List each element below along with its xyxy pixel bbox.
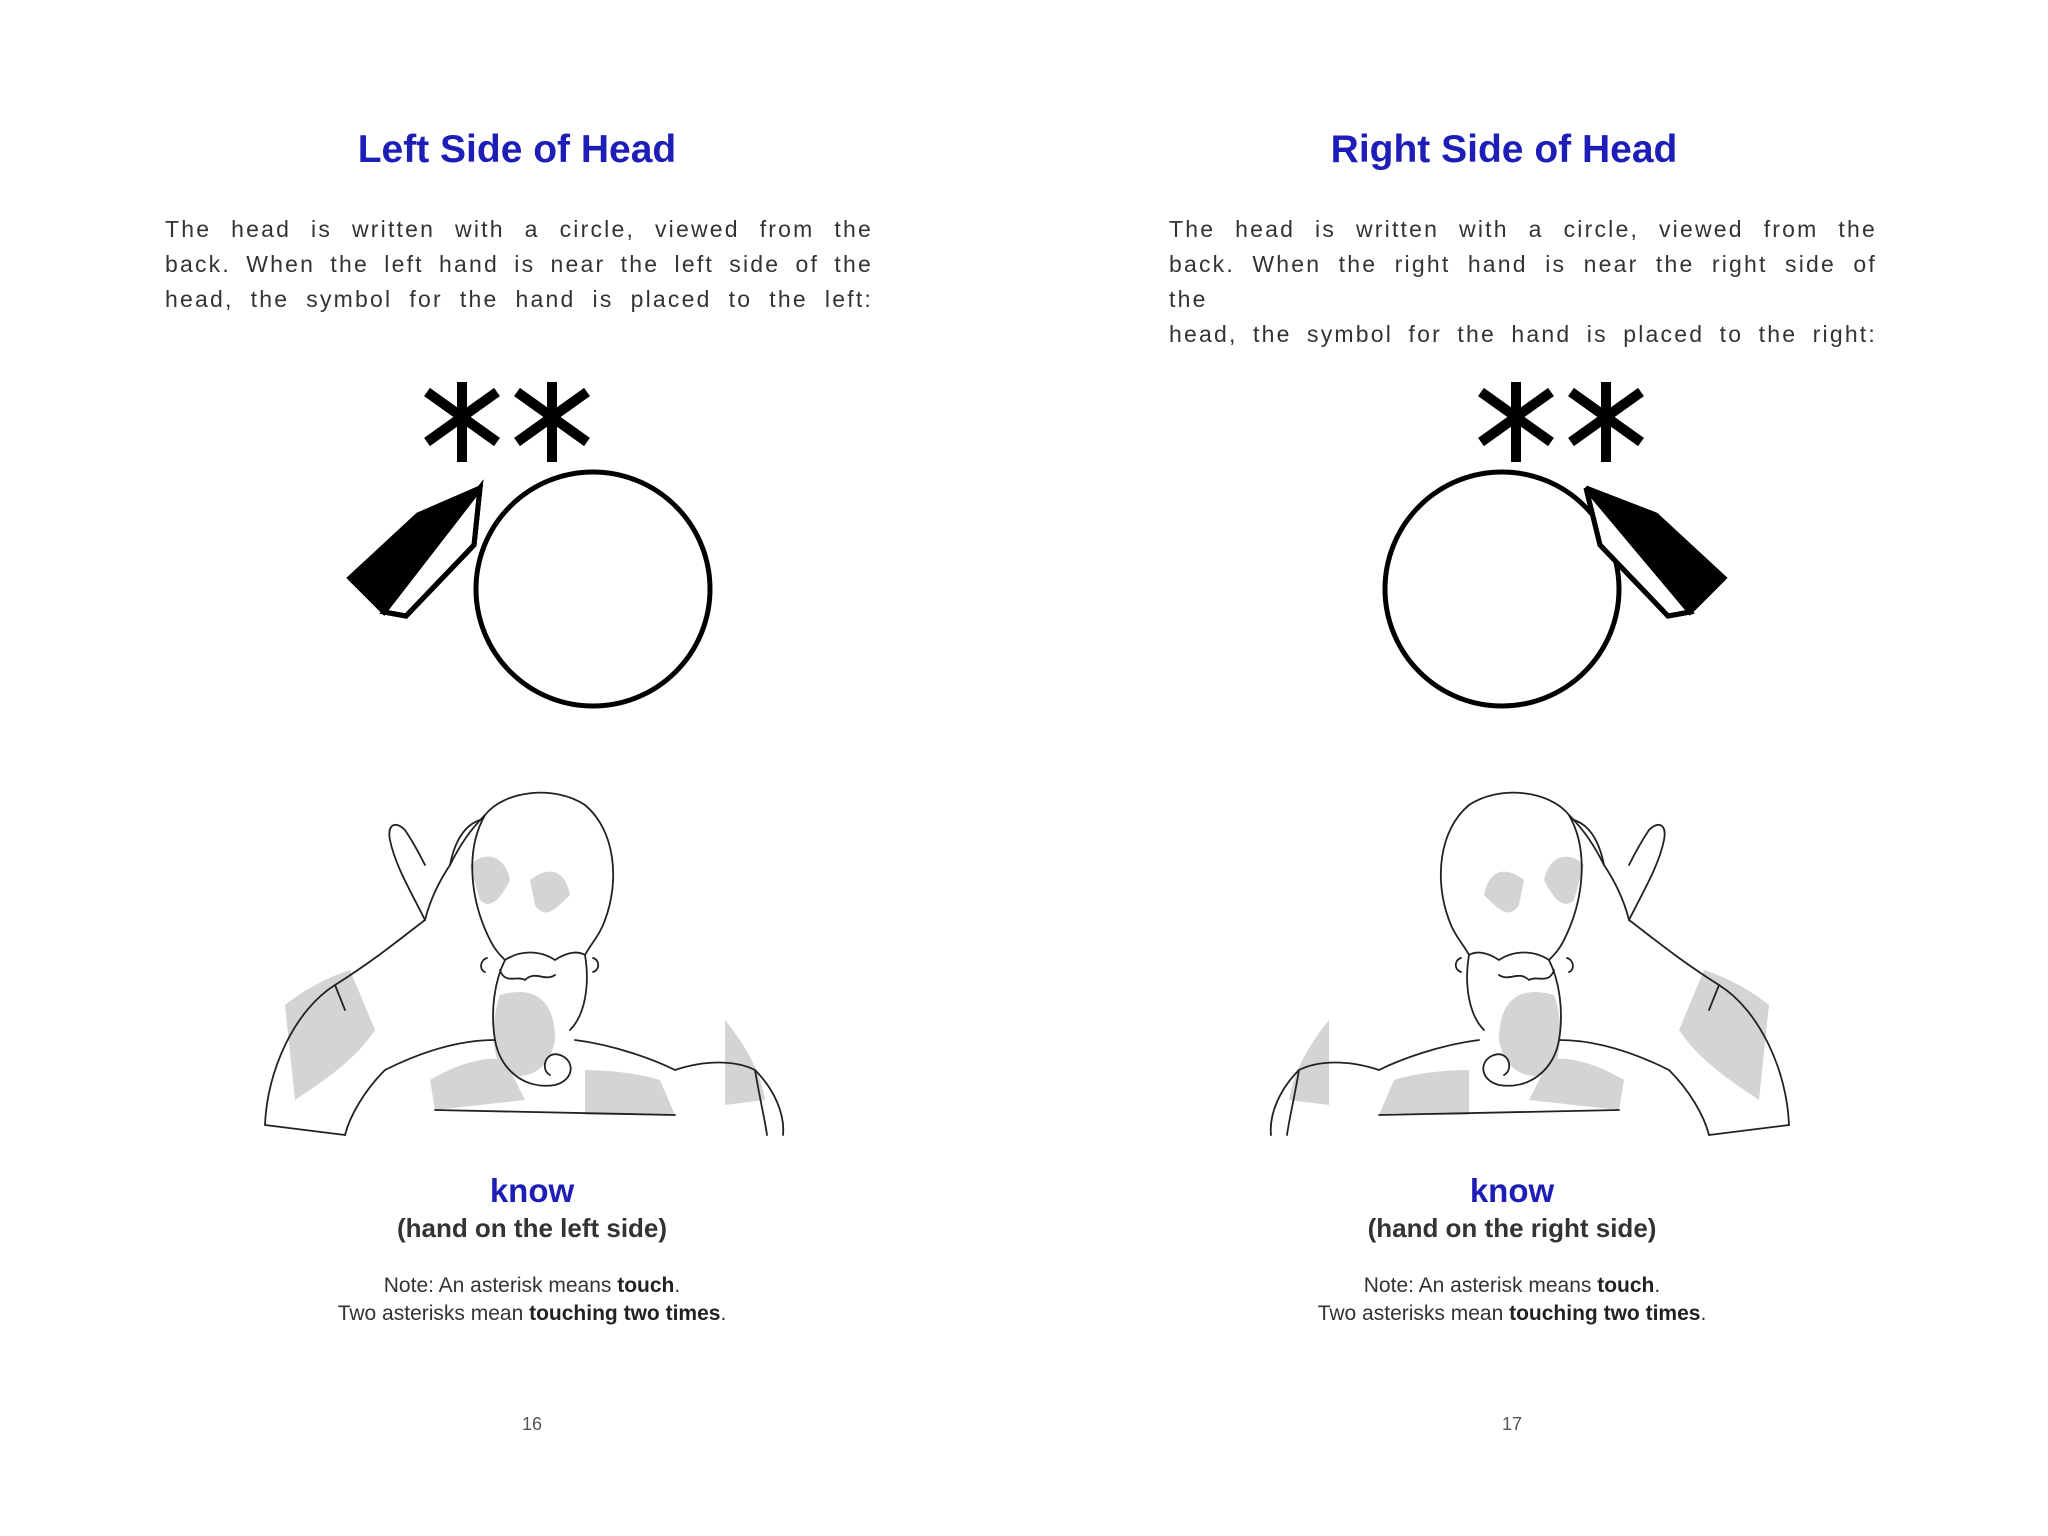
sign-word-description: (hand on the left side) — [396, 1213, 668, 1243]
note-text: Two asterisks mean — [337, 1302, 530, 1325]
note-text: . — [674, 1274, 681, 1297]
signwriting-symbol — [1324, 370, 1744, 720]
paragraph-line: The head is written with a circle, viewed from the — [1169, 216, 1877, 242]
note-text: . — [1700, 1302, 1707, 1325]
right-page — [1024, 0, 2048, 1536]
note-text: Two asterisks mean — [1317, 1302, 1510, 1325]
sign-word: know — [1469, 1172, 1555, 1209]
note-text: Note: An asterisk means — [383, 1274, 618, 1297]
note-bold-text: touch — [1597, 1274, 1655, 1297]
page-number: 16 — [521, 1414, 543, 1434]
note-bold-text: touching two times — [1509, 1302, 1701, 1325]
note-text: . — [720, 1302, 727, 1325]
double-asterisk-icon — [427, 382, 587, 462]
page-number: 17 — [1501, 1414, 1523, 1434]
note-line — [1000, 1272, 2024, 1300]
page-title: Right Side of Head — [1330, 128, 1678, 171]
double-asterisk-icon — [1481, 382, 1641, 462]
person-touching-head-illustration — [1239, 770, 1799, 1150]
note-line — [20, 1300, 1044, 1328]
note-line — [20, 1272, 1044, 1300]
asterisk-note — [1000, 1272, 2024, 1328]
description-paragraph — [1169, 212, 1877, 352]
sign-word-description: (hand on the right side) — [1367, 1213, 1657, 1243]
head-circle-icon — [476, 472, 710, 706]
note-line — [1000, 1300, 2024, 1328]
head-circle-icon — [1385, 472, 1619, 706]
note-bold-text: touch — [617, 1274, 675, 1297]
paragraph-line: head, the symbol for the hand is placed to the left: — [165, 286, 873, 312]
page-title: Left Side of Head — [357, 128, 677, 171]
paragraph-line: The head is written with a circle, viewed from the — [165, 216, 873, 242]
note-bold-text: touching two times — [529, 1302, 721, 1325]
person-touching-head-illustration — [255, 770, 815, 1150]
sign-word: know — [489, 1172, 575, 1209]
paragraph-line: back. When the right hand is near the right side of the — [1169, 251, 1877, 312]
paragraph-line: head, the symbol for the hand is placed to the right: — [1169, 321, 1877, 347]
note-text: Note: An asterisk means — [1363, 1274, 1598, 1297]
signwriting-symbol — [330, 370, 750, 720]
description-paragraph — [165, 212, 873, 317]
asterisk-note — [20, 1272, 1044, 1328]
hand-symbol-icon — [350, 488, 480, 616]
note-text: . — [1654, 1274, 1661, 1297]
paragraph-line: back. When the left hand is near the left side of the — [165, 251, 873, 277]
